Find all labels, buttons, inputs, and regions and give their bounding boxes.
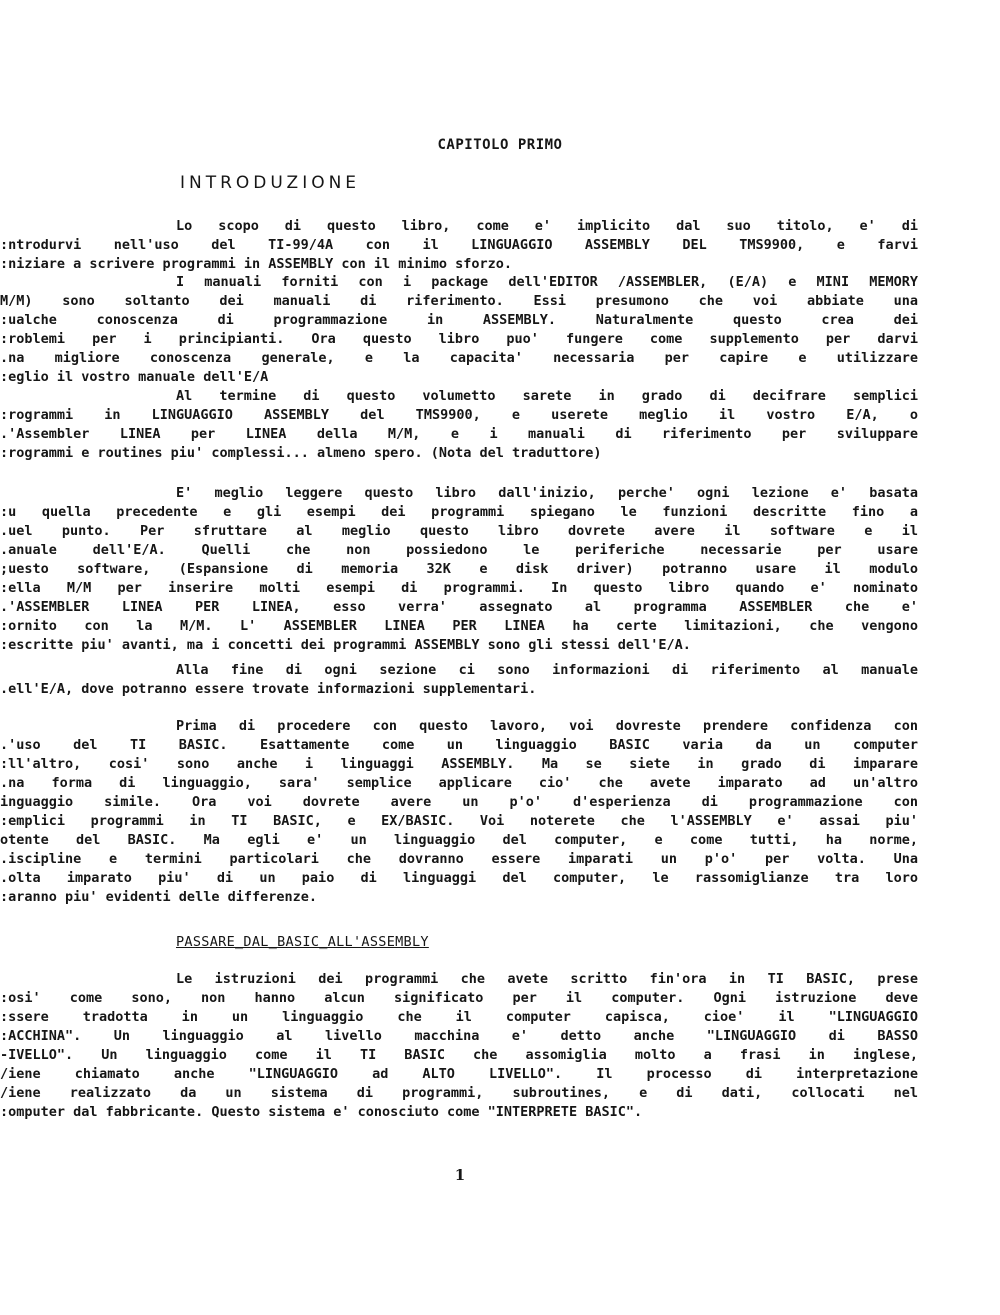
text-line: :emplici programmi in TI BASIC, e EX/BASIC. Voi noterete che l'ASSEMBLY e' assai piu': [0, 813, 918, 829]
text-line: :ualche conoscenza di programmazione in ASSEMBLY. Naturalmente questo crea dei: [0, 312, 918, 328]
text-line: .iscipline e termini particolari che dovranno essere imparati un p'o' per volta. Una: [0, 851, 918, 867]
text-line: .'uso del TI BASIC. Esattamente come un linguaggio BASIC varia da un computer: [0, 737, 918, 753]
text-line: :niziare a scrivere programmi in ASSEMBLY con il minimo sforzo.: [0, 256, 513, 272]
text-line: .na forma di linguaggio, sara' semplice applicare cio' che avete imparato ad un'altro: [0, 775, 918, 791]
text-line: /iene realizzato da un sistema di programmi, subroutines, e di dati, collocati nel: [0, 1085, 918, 1101]
text-line: -IVELLO". Un linguaggio come il TI BASIC che assomiglia molto a frasi in inglese,: [0, 1047, 918, 1063]
text-line: .'Assembler LINEA per LINEA della M/M, e i manuali di riferimento per sviluppare: [0, 426, 918, 442]
text-line: E' meglio leggere questo libro dall'inizio, perche' ogni lezione e' basata: [176, 485, 918, 501]
text-line: ;uesto software, (Espansione di memoria 32K e disk driver) potranno usare il modulo: [0, 561, 918, 577]
text-line: .uel punto. Per sfruttare al meglio questo libro dovrete avere il software e il: [0, 523, 918, 539]
text-line: M/M) sono soltanto dei manuali di riferimento. Essi presumono che voi abbiate una: [0, 293, 918, 309]
text-line: .'ASSEMBLER LINEA PER LINEA, esso verra' assegnato al programma ASSEMBLER che e': [0, 599, 918, 615]
text-line: :ella M/M per inserire molti esempi di programmi. In questo libro quando e' nominato: [0, 580, 918, 596]
text-line: Prima di procedere con questo lavoro, voi dovreste prendere confidenza con: [176, 718, 918, 734]
text-line: :escritte piu' avanti, ma i concetti dei programmi ASSEMBLY sono gli stessi dell'E/A.: [0, 637, 691, 653]
text-line: :osi' come sono, non hanno alcun significato per il computer. Ogni istruzione deve: [0, 990, 918, 1006]
text-line: :ornito con la M/M. L' ASSEMBLER LINEA PER LINEA ha certe limitazioni, che vengono: [0, 618, 918, 634]
text-line: :rogrammi in LINGUAGGIO ASSEMBLY del TMS9900, e userete meglio il vostro E/A, o: [0, 407, 918, 423]
text-line: :omputer dal fabbricante. Questo sistema e' conosciuto come "INTERPRETE BASIC".: [0, 1104, 643, 1120]
text-line: Lo scopo di questo libro, come e' implicito dal suo titolo, e' di: [176, 218, 918, 234]
text-line: :ntrodurvi nell'uso del TI-99/4A con il LINGUAGGIO ASSEMBLY DEL TMS9900, e farvi: [0, 237, 918, 253]
text-line: :u quella precedente e gli esempi dei programmi spiegano le funzioni descritte fino a: [0, 504, 918, 520]
page-number: 1: [454, 1166, 466, 1184]
text-line: :aranno piu' evidenti delle differenze.: [0, 889, 317, 905]
chapter-label: CAPITOLO PRIMO: [437, 137, 563, 153]
text-line: Le istruzioni dei programmi che avete scritto fin'ora in TI BASIC, prese: [176, 971, 918, 987]
text-line: otente del BASIC. Ma egli e' un linguaggio del computer, e come tutti, ha norme,: [0, 832, 918, 848]
chapter-title: INTRODUZIONE: [180, 173, 361, 193]
text-line: :ll'altro, cosi' sono anche i linguaggi ASSEMBLY. Ma se siete in grado di imparare: [0, 756, 918, 772]
text-line: /iene chiamato anche "LINGUAGGIO ad ALTO LIVELLO". Il processo di interpretazione: [0, 1066, 918, 1082]
section-heading: PASSARE_DAL_BASIC_ALL'ASSEMBLY: [176, 934, 429, 950]
text-line: Alla fine di ogni sezione ci sono informazioni di riferimento al manuale: [176, 662, 918, 678]
text-line: inguaggio simile. Ora voi dovrete avere un p'o' d'esperienza di programmazione con: [0, 794, 918, 810]
text-line: I manuali forniti con i package dell'EDITOR /ASSEMBLER, (E/A) e MINI MEMORY: [176, 274, 918, 290]
text-line: .na migliore conoscenza generale, e la capacita' necessaria per capire e utilizzare: [0, 350, 918, 366]
text-line: .ell'E/A, dove potranno essere trovate informazioni supplementari.: [0, 681, 537, 697]
text-line: .olta imparato piu' di un paio di linguaggi del computer, le rassomiglianze tra loro: [0, 870, 918, 886]
text-line: Al termine di questo volumetto sarete in grado di decifrare semplici: [176, 388, 918, 404]
text-line: :ssere tradotta in un linguaggio che il computer capisca, cioe' il "LINGUAGGIO: [0, 1009, 918, 1025]
text-line: :ACCHINA". Un linguaggio al livello macchina e' detto anche "LINGUAGGIO di BASSO: [0, 1028, 918, 1044]
text-line: :rogrammi e routines piu' complessi... almeno spero. (Nota del traduttore): [0, 445, 602, 461]
text-line: :roblemi per i principianti. Ora questo libro puo' fungere come supplemento per darvi: [0, 331, 918, 347]
text-line: :eglio il vostro manuale dell'E/A: [0, 369, 269, 385]
text-line: .anuale dell'E/A. Quelli che non possiedono le periferiche necessarie per usare: [0, 542, 918, 558]
